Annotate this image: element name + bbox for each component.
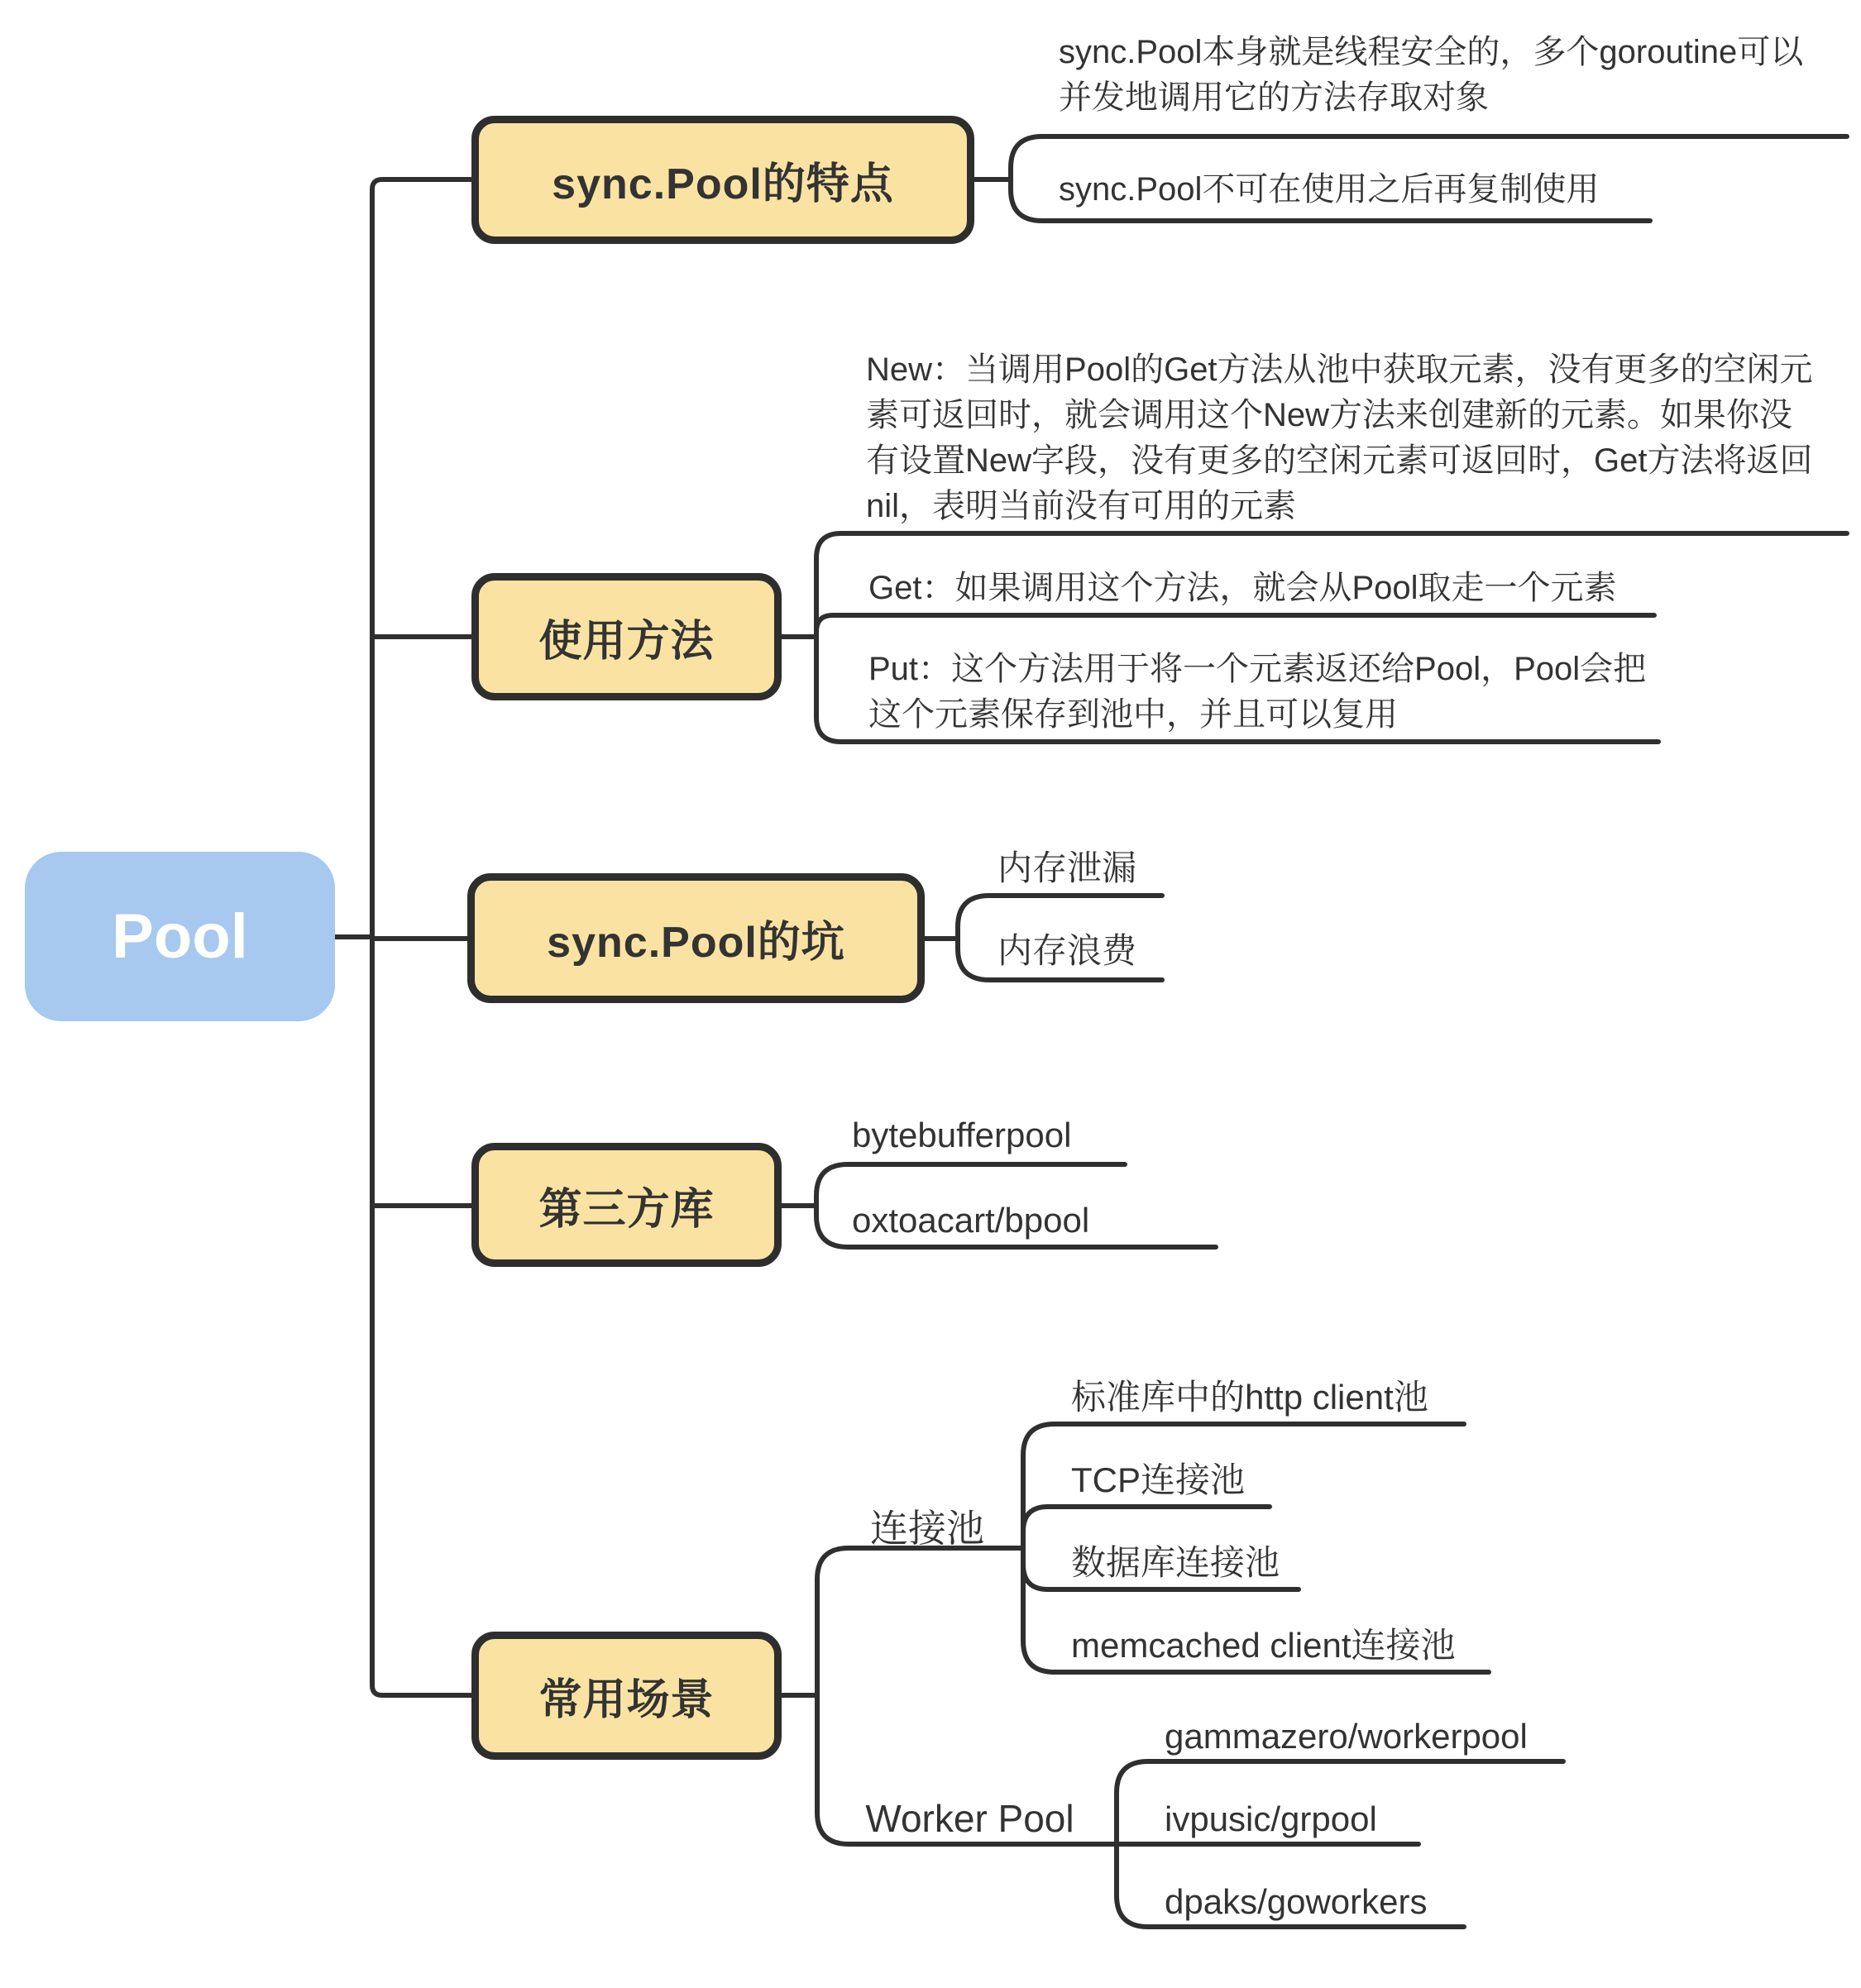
leaf-memory-waste[interactable]: 内存浪费 [997,931,1136,970]
topic-label: 常用场景 [538,1676,715,1724]
subtopic-worker-pool[interactable]: Worker Pool [865,1797,1074,1840]
topic-sync-pool-features[interactable] [471,116,974,244]
leaf-put-method[interactable]: Put：这个方法用于将一个元素返还给Pool，Pool会把这个元素保存到池中，并且可以复用 [868,651,1647,733]
leaf-dpaks-goworkers[interactable]: dpaks/goworkers [1165,1882,1428,1921]
leaf-ivpusic-grpool[interactable]: ivpusic/grpool [1165,1799,1377,1838]
connector-branch2-middle [816,615,1654,632]
leaf-memcached-pool[interactable]: memcached client连接池 [1071,1626,1456,1665]
leaf-gammazero-workerpool[interactable]: gammazero/workerpool [1165,1717,1528,1756]
leaf-new-method[interactable]: New：当调用Pool的Get方法从池中获取元素，没有更多的空闲元素可返回时，就会调用这个New方法来创建新的元素。如果你没有设置New字段，没有更多的空闲元素可返回时，Get方法将返回nil，表明当前没有可用的元素 [866,351,1813,524]
topic-label: 使用方法 [538,617,715,666]
leaf-bytebufferpool[interactable]: bytebufferpool [852,1116,1072,1154]
topic-label: sync.Pool的坑 [547,919,845,967]
root-topic-label: Pool [112,901,248,972]
leaf-memory-leak[interactable]: 内存泄漏 [997,848,1136,887]
leaf-oxtoacart-bpool[interactable]: oxtoacart/bpool [852,1201,1090,1240]
topic-third-party-libs[interactable] [471,1143,782,1267]
topic-sync-pool-pitfalls[interactable] [467,873,925,1003]
topic-common-scenarios[interactable] [471,1632,782,1760]
topic-usage-methods[interactable] [471,573,782,700]
root-topic-pool[interactable] [25,852,335,1021]
topic-label: sync.Pool的特点 [552,160,894,208]
subtopic-connection-pool[interactable]: 连接池 [870,1507,984,1550]
leaf-database-pool[interactable]: 数据库连接池 [1071,1543,1280,1582]
leaf-tcp-pool[interactable]: TCP连接池 [1071,1460,1246,1499]
leaf-thread-safe[interactable]: sync.Pool本身就是线程安全的，多个goroutine可以并发地调用它的方法存取对象 [1059,34,1804,116]
leaf-http-client-pool[interactable]: 标准库中的http client池 [1071,1378,1428,1417]
leaf-get-method[interactable]: Get：如果调用这个方法，就会从Pool取走一个元素 [868,570,1617,606]
leaf-no-copy-after-use[interactable]: sync.Pool不可在使用之后再复制使用 [1059,171,1600,208]
connector-pool-child-tcp [1023,1507,1270,1532]
topic-label: 第三方库 [538,1185,715,1234]
